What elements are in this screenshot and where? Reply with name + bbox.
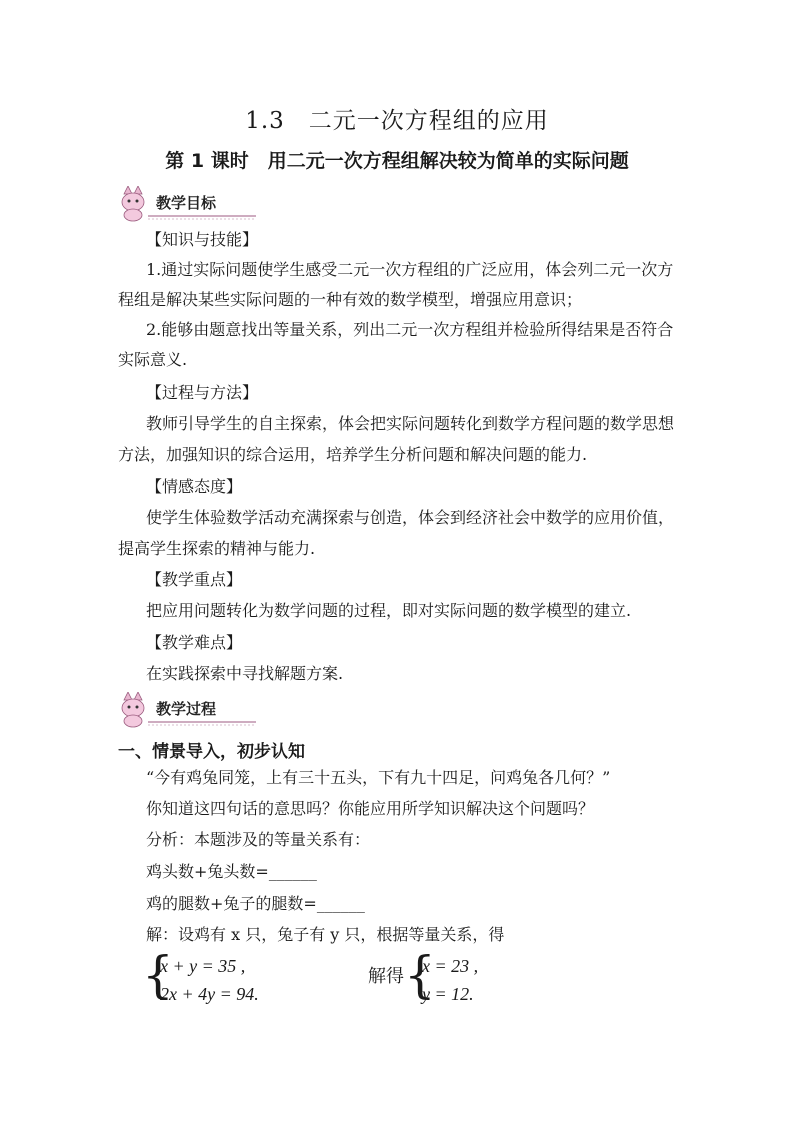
banner-teaching-goals bbox=[118, 186, 258, 222]
knowledge-1-line2: 程组是解决某些实际问题的一种有效的数学模型，增强应用意识； bbox=[118, 290, 583, 309]
section-key-heading: 【教学重点】 bbox=[146, 570, 243, 589]
difficult-line1: 在实践探索中寻找解题方案. bbox=[146, 664, 344, 683]
attitude-line1: 使学生体验数学活动充满探索与创造，体会到经济社会中数学的应用价值， bbox=[146, 508, 675, 527]
quote-text: “今有鸡兔同笼，上有三十五头，下有九十四足，问鸡兔各几何？” bbox=[146, 768, 611, 787]
section-difficult-heading: 【教学难点】 bbox=[146, 633, 243, 652]
lesson-subtitle: 第 1 课时 用二元一次方程组解决较为简单的实际问题 bbox=[165, 150, 629, 172]
knowledge-2-line1: 2.能够由题意找出等量关系，列出二元一次方程组并检验所得结果是否符合 bbox=[146, 320, 674, 339]
banner-label: 教学过程 bbox=[156, 700, 217, 718]
attitude-line2: 提高学生探索的精神与能力. bbox=[118, 539, 316, 558]
section-attitude-heading: 【情感态度】 bbox=[146, 477, 243, 496]
banner-label: 教学目标 bbox=[156, 194, 217, 212]
solution-brace: { bbox=[404, 946, 436, 1004]
solution-intro: 解：设鸡有 x 只，兔子有 y 只，根据等量关系，得 bbox=[146, 925, 505, 944]
relation-1: 鸡头数+兔头数=______ bbox=[146, 862, 317, 881]
key-line1: 把应用问题转化为数学问题的过程，即对实际问题的数学模型的建立. bbox=[146, 601, 632, 620]
part1-heading: 一、情景导入，初步认知 bbox=[118, 742, 305, 762]
analysis-text: 分析：本题涉及的等量关系有： bbox=[146, 830, 371, 849]
equation-brace: { bbox=[142, 946, 174, 1004]
equation-1-line2: 2x + 4y = 94. bbox=[160, 984, 259, 1004]
solution-line2: y = 12. bbox=[422, 984, 474, 1004]
solve-label: 解得 bbox=[368, 966, 404, 987]
process-line1: 教师引导学生的自主探索，体会把实际问题转化到数学方程问题的数学思想 bbox=[146, 414, 675, 433]
section-knowledge-heading: 【知识与技能】 bbox=[146, 230, 259, 249]
solution-line1: x = 23 , bbox=[422, 956, 479, 976]
section-process-heading: 【过程与方法】 bbox=[146, 383, 259, 402]
knowledge-2-line2: 实际意义. bbox=[118, 350, 188, 369]
equation-1-line1: x + y = 35 , bbox=[160, 956, 246, 976]
knowledge-1-line1: 1.通过实际问题使学生感受二元一次方程组的广泛应用，体会列二元一次方 bbox=[146, 260, 674, 279]
page-title: 1.3 二元一次方程组的应用 bbox=[245, 108, 549, 134]
banner-teaching-process bbox=[118, 692, 258, 728]
question-text: 你知道这四句话的意思吗？你能应用所学知识解决这个问题吗？ bbox=[146, 799, 595, 818]
process-line2: 方法，加强知识的综合运用，培养学生分析问题和解决问题的能力. bbox=[118, 445, 588, 464]
relation-2: 鸡的腿数+兔子的腿数=______ bbox=[146, 894, 365, 913]
